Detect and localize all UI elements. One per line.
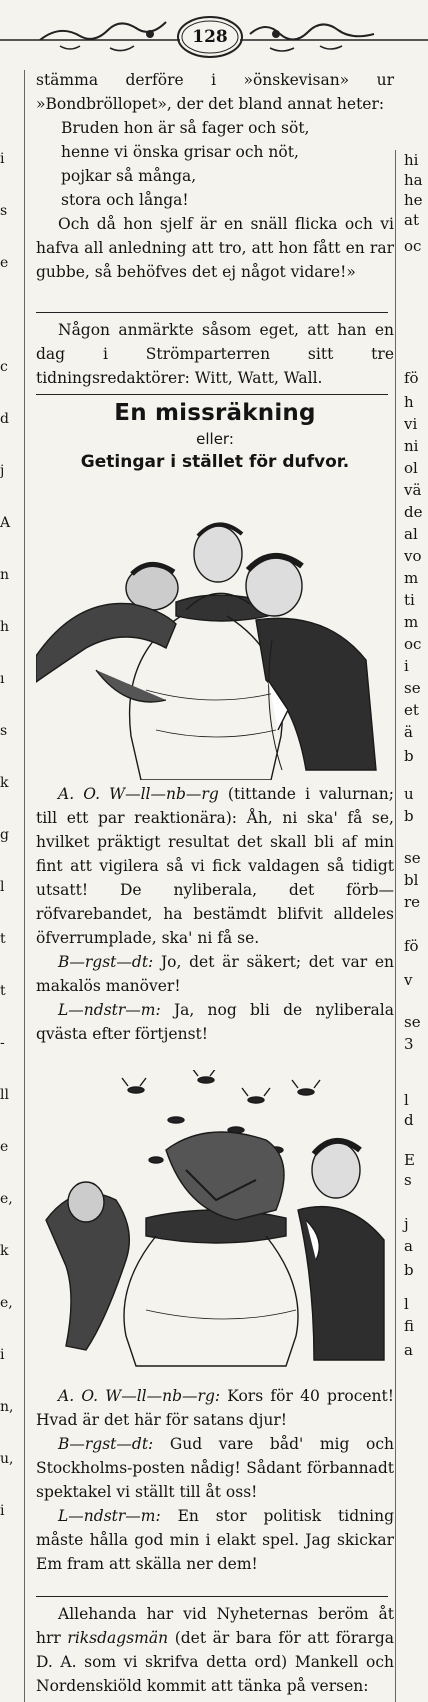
edge-fragment: s [404, 1171, 412, 1189]
intro-text: stämma derföre i »önskevisan» ur »Bondbröllopet», der det bland annat heter: [36, 71, 394, 113]
divider [36, 394, 388, 395]
dialogue-line [36, 1432, 394, 1504]
edge-fragment: bl [404, 871, 419, 889]
edge-fragment: j [0, 463, 5, 479]
edge-fragment: u, [0, 1451, 14, 1467]
edge-fragment: ä [404, 723, 413, 741]
article-title: En missräkning [114, 400, 316, 426]
edge-fragment: m [404, 613, 419, 631]
top-text-block [36, 68, 394, 284]
edge-fragment: i [0, 1503, 5, 1519]
page-header [0, 0, 428, 66]
edge-fragment: ll [0, 1087, 9, 1103]
edge-fragment: e [0, 255, 9, 271]
divider [36, 1596, 388, 1597]
dialogue-line [36, 998, 394, 1046]
column-rule-right [395, 150, 396, 1702]
speech-text: Jo, det är säkert; det var en makalös manöver! [36, 953, 394, 995]
edge-fragment: t [0, 983, 6, 999]
edge-fragment: a [404, 1341, 413, 1359]
edge-fragment: ni [404, 437, 419, 455]
article-eller: eller: [196, 430, 234, 448]
speech-text: Ja, nog bli de nyliberala qvästa efter förtjenst! [36, 1001, 394, 1043]
edge-fragment: a [404, 1237, 413, 1255]
edge-fragment: v [404, 971, 413, 989]
edge-fragment: he [404, 191, 423, 209]
dialogue-line [36, 950, 394, 998]
edge-fragment: d [404, 1111, 414, 1129]
dialogue-line [36, 1504, 394, 1576]
dialogue-line [36, 1384, 394, 1432]
edge-fragment: at [404, 211, 419, 229]
edge-fragment: s [0, 723, 8, 739]
edge-fragment: u [404, 785, 414, 803]
closing-block [36, 1602, 394, 1698]
edge-fragment: ti [404, 591, 415, 609]
edge-fragment: fö [404, 937, 419, 955]
edge-fragment: s [0, 203, 8, 219]
edge-fragment: j [404, 1215, 409, 1233]
edge-fragment: d [0, 411, 9, 427]
edge-fragment: fö [404, 369, 419, 387]
edge-fragment: se [404, 679, 421, 697]
verse-line: stora och långa! [61, 191, 189, 209]
edge-fragment: ha [404, 171, 423, 189]
edge-fragment: oc [404, 237, 422, 255]
edge-fragment: n, [0, 1399, 14, 1415]
illustration-men-at-urn [36, 490, 386, 780]
edge-fragment: fi [404, 1317, 415, 1335]
speech-text: En stor politisk tidning måste hålla god min i elakt spel. Jag skickar Em fram att skälla ner dem! [36, 1507, 394, 1573]
closing-text: Allehanda har vid Nyheternas beröm åt hrr riksdagsmän (det är bara för att förarga D. A. som vi skrifva detta ord) Mankell och Nordenskiöld kommit att tänka på versen: [36, 1605, 394, 1695]
verse-line: henne vi önska grisar och nöt, [61, 143, 299, 161]
article-heading [36, 400, 394, 472]
edge-fragment: ol [404, 459, 418, 477]
edge-fragment: n [0, 567, 10, 583]
anecdote-text: Någon anmärkte såsom eget, att han en dag i Strömparterren sitt tre tidningsredaktörer: Witt, Watt, Wall. [36, 321, 394, 387]
edge-fragment: b [404, 747, 414, 765]
continuation-text: Och då hon sjelf är en snäll flicka och vi hafva all anledning att tro, att hon fått en rar gubbe, så behöfves det ej något vidare!» [36, 215, 394, 281]
dialogue-block-2 [36, 1384, 394, 1576]
edge-fragment: b [404, 1261, 414, 1279]
edge-fragment: se [404, 849, 421, 867]
edge-fragment: e [0, 1139, 9, 1155]
edge-fragment: i [0, 1347, 5, 1363]
verse-block [36, 116, 394, 212]
edge-fragment: k [0, 1243, 9, 1259]
edge-fragment: E [404, 1151, 415, 1169]
edge-fragment: l [0, 879, 5, 895]
speaker-name: A. O. W—ll—nb—rg: [58, 1387, 221, 1405]
article-subtitle: Getingar i stället för dufvor. [80, 452, 350, 472]
edge-fragment: m [404, 569, 419, 587]
edge-fragment: e, [0, 1295, 13, 1311]
edge-fragment: - [0, 1035, 5, 1051]
edge-fragment: i [404, 657, 409, 675]
speaker-name: A. O. W—ll—nb—rg [58, 785, 219, 803]
speaker-name: L—ndstr—m: [58, 1507, 161, 1525]
edge-fragment: e, [0, 1191, 13, 1207]
edge-fragment: t [0, 931, 6, 947]
column-rule-left [24, 70, 25, 1702]
verse-line: pojkar så många, [61, 167, 197, 185]
page-number: 128 [192, 27, 228, 47]
speech-text: Gud vare båd' mig och Stockholms-posten nådig! Sådant förbannadt spektakel vi ställt till åt oss! [36, 1435, 394, 1501]
edge-fragment: h [0, 619, 10, 635]
edge-fragment: A [0, 515, 11, 531]
edge-fragment: et [404, 701, 419, 719]
edge-fragment: hi [404, 151, 419, 169]
edge-fragment: k [0, 775, 9, 791]
edge-fragment: oc [404, 635, 422, 653]
edge-fragment: i [0, 151, 5, 167]
edge-fragment: 3 [404, 1035, 414, 1053]
edge-fragment: re [404, 893, 421, 911]
edge-fragment: b [404, 807, 414, 825]
anecdote-block [36, 318, 394, 390]
edge-fragment: ı [0, 671, 5, 687]
illustration-wasps-from-urn [36, 1070, 386, 1370]
edge-fragment: g [0, 827, 9, 843]
edge-fragment: vi [404, 415, 418, 433]
edge-fragment: al [404, 525, 418, 543]
edge-fragment: vo [404, 547, 422, 565]
verse-line: Bruden hon är så fager och söt, [61, 119, 310, 137]
edge-fragment: l [404, 1295, 409, 1313]
divider [36, 312, 388, 313]
speaker-name: B—rgst—dt: [58, 953, 154, 971]
speech-text: (tittande i valurnan; till ett par reaktionära): Åh, ni ska' få se, hvilket präktigt resultat det skall bli af min fint att vigilera så vi fick valdagen så tidigt utsatt! De nyliberala, det förb— röfvarebandet, ha bestämdt blifvit alldeles öfverrumplade, ska' ni få se. [36, 785, 394, 947]
edge-fragment: h [404, 393, 414, 411]
edge-fragment: de [404, 503, 423, 521]
speaker-name: L—ndstr—m: [58, 1001, 161, 1019]
edge-fragment: l [404, 1091, 409, 1109]
edge-fragment: c [0, 359, 8, 375]
dialogue-line [36, 782, 394, 950]
edge-fragment: vä [404, 481, 422, 499]
edge-fragment: se [404, 1013, 421, 1031]
speech-text: Kors för 40 procent! Hvad är det här för satans djur! [36, 1387, 394, 1429]
dialogue-block-1 [36, 782, 394, 1046]
speaker-name: B—rgst—dt: [58, 1435, 154, 1453]
